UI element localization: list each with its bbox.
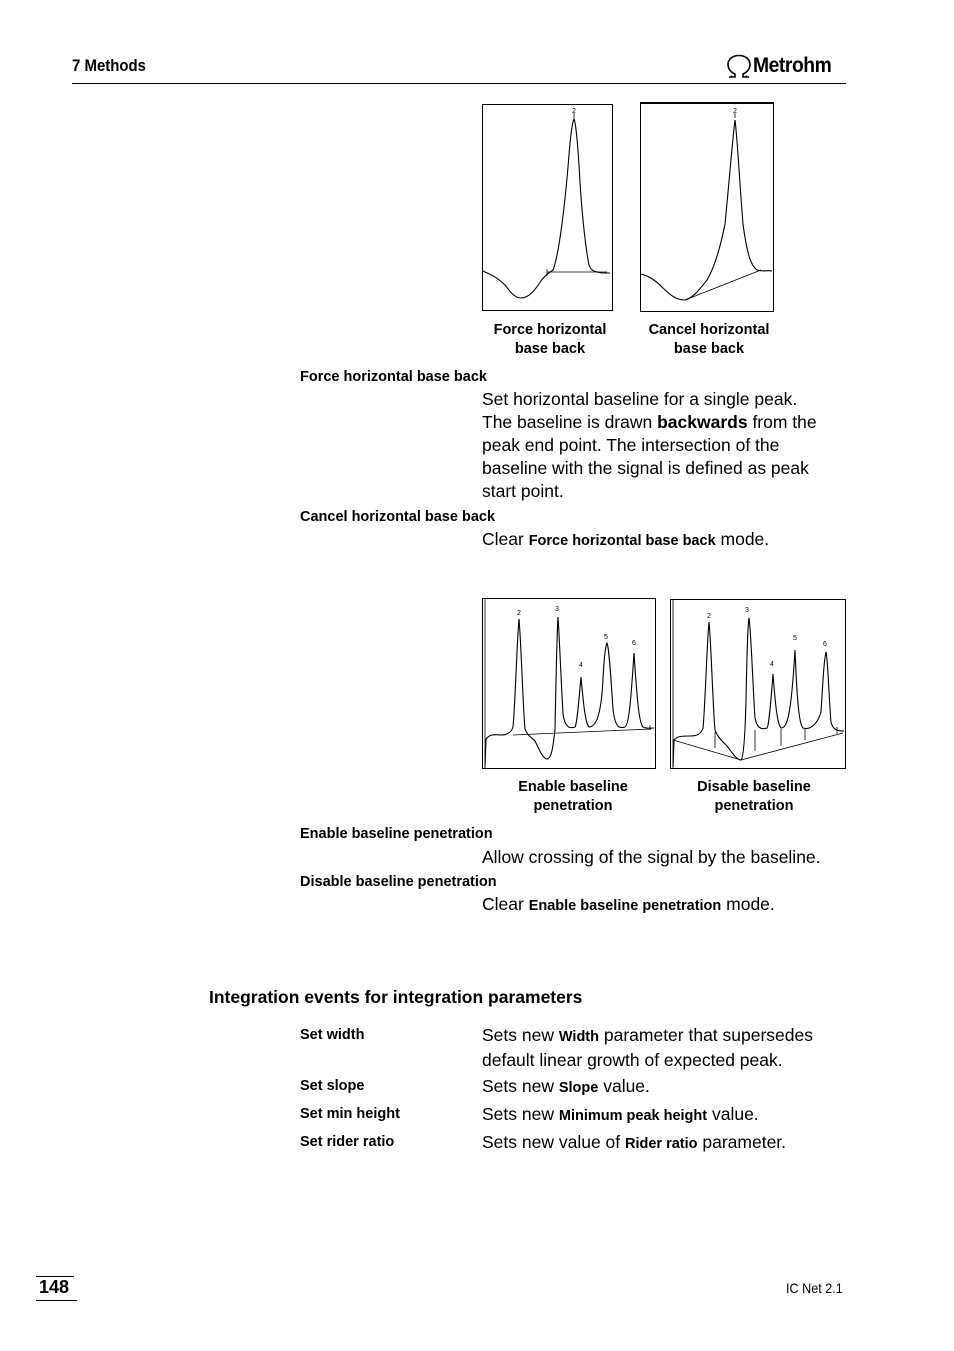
term-force-horizontal-base-back: Force horizontal base back: [300, 369, 487, 385]
desc-text: Clear: [482, 529, 529, 549]
term-set-width: Set width: [300, 1027, 365, 1043]
chromatogram-cancel-horizontal: [640, 102, 774, 312]
desc-text: mode.: [721, 894, 775, 914]
page-number: 148: [36, 1277, 77, 1301]
term-set-rider-ratio: Set rider ratio: [300, 1134, 395, 1150]
caption-line: base back: [673, 341, 745, 357]
caption-line: penetration: [533, 798, 613, 814]
desc-line: start point.: [482, 481, 564, 501]
term-disable-baseline-penetration: Disable baseline penetration: [300, 874, 497, 890]
term-set-slope: Set slope: [300, 1078, 365, 1094]
desc-text: mode.: [715, 529, 770, 549]
caption-line: penetration: [714, 798, 794, 814]
chromatogram-disable-penetration: [670, 599, 846, 769]
desc-line: [482, 1024, 852, 1049]
term-cancel-horizontal-base-back: Cancel horizontal base back: [300, 509, 496, 525]
chromatogram-force-horizontal: [482, 104, 613, 311]
caption-line: Disable baseline: [697, 779, 811, 795]
desc-line: peak end point. The intersection of the: [482, 435, 780, 455]
desc-set-min-height: [482, 1103, 852, 1128]
peak-label: 2: [707, 613, 711, 620]
desc-line: [482, 411, 852, 434]
metrohm-logo: [725, 52, 847, 82]
caption-disable-penetration: [676, 778, 832, 816]
peak-label: 2: [517, 610, 521, 617]
emphasis-backwards: backwards: [657, 412, 748, 432]
chromatogram-enable-penetration: [482, 598, 656, 769]
peak-label: 2: [733, 108, 737, 115]
caption-cancel-horizontal: [638, 321, 780, 359]
desc-text: value.: [707, 1104, 759, 1124]
peak-label: 3: [555, 606, 559, 613]
section-heading: Integration events for integration parameters: [209, 987, 583, 1007]
ref-param: Minimum peak height: [558, 1108, 708, 1124]
peak-label: 6: [823, 641, 827, 648]
peak-label: 5: [604, 634, 608, 641]
peak-label: 6: [632, 640, 636, 647]
desc-cancel-horizontal-base-back: [482, 528, 852, 553]
caption-line: Enable baseline: [518, 779, 628, 795]
peak-label: 2: [572, 108, 576, 115]
caption-line: base back: [514, 341, 586, 357]
term-set-min-height: Set min height: [300, 1106, 400, 1122]
desc-text: Sets new: [482, 1025, 559, 1045]
desc-text: Sets new: [482, 1104, 559, 1124]
caption-line: Force horizontal: [493, 322, 607, 338]
desc-line: Set horizontal baseline for a single peak.: [482, 389, 798, 409]
desc-text: Sets new: [482, 1076, 559, 1096]
peak-label: 5: [793, 635, 797, 642]
desc-force-horizontal-base-back: [482, 388, 852, 503]
desc-set-rider-ratio: [482, 1131, 852, 1156]
desc-line: baseline with the signal is defined as peak: [482, 458, 809, 478]
term-enable-baseline-penetration: Enable baseline penetration: [300, 826, 493, 842]
ref-mode: Force horizontal base back: [528, 533, 716, 549]
desc-text: parameter that supersedes: [599, 1025, 814, 1045]
desc-text: The baseline is drawn: [482, 412, 658, 432]
brand-name: Metrohm: [753, 54, 832, 77]
caption-line: Cancel horizontal: [648, 322, 770, 338]
omega-icon: [725, 53, 753, 81]
peak-label: 4: [579, 662, 583, 669]
product-name: IC Net 2.1: [786, 1280, 843, 1296]
desc-text: from the: [747, 412, 817, 432]
peak-label: 3: [745, 607, 749, 614]
chapter-title: 7 Methods: [72, 56, 146, 75]
desc-set-width: [482, 1024, 852, 1072]
caption-enable-penetration: [494, 778, 652, 816]
desc-line: default linear growth of expected peak.: [482, 1050, 783, 1070]
ref-mode: Enable baseline penetration: [528, 898, 722, 914]
desc-enable-baseline-penetration: Allow crossing of the signal by the baseline.: [482, 847, 821, 867]
header-rule: [72, 83, 846, 84]
caption-force-horizontal: [482, 321, 618, 359]
desc-text: value.: [598, 1076, 650, 1096]
desc-text: Sets new value of: [482, 1132, 625, 1152]
desc-set-slope: [482, 1075, 852, 1100]
desc-text: parameter.: [697, 1132, 787, 1152]
desc-disable-baseline-penetration: [482, 893, 852, 918]
desc-text: Clear: [482, 894, 529, 914]
ref-param: Slope: [558, 1080, 599, 1096]
ref-param: Rider ratio: [625, 1136, 698, 1152]
peak-label: 4: [770, 661, 774, 668]
ref-param: Width: [558, 1029, 599, 1045]
